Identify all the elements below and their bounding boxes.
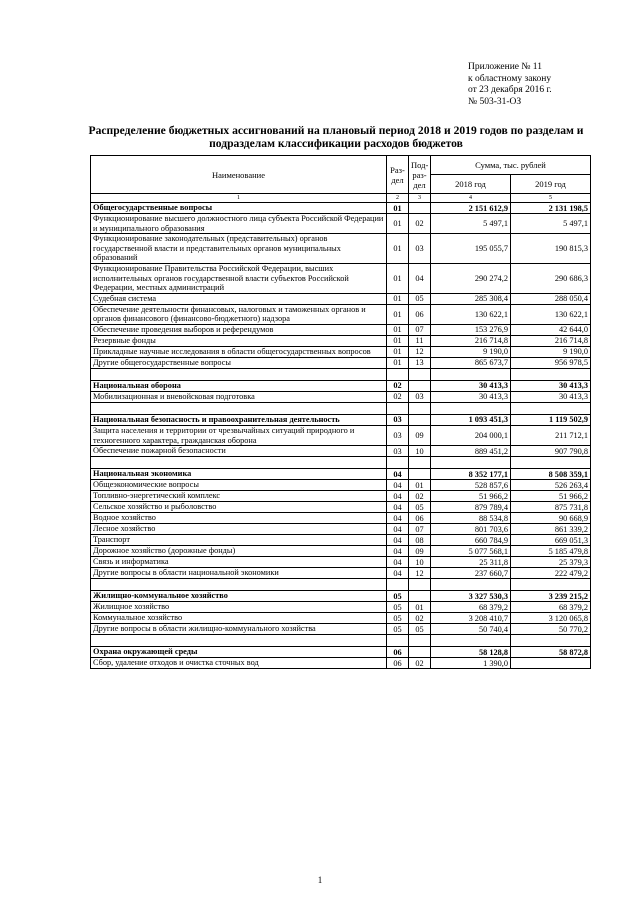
table-row: [91, 502, 591, 513]
row-podrazdel: 06: [409, 513, 431, 524]
spacer-row: [91, 368, 591, 380]
row-value-2019: 50 770,2: [511, 624, 591, 635]
table-row: [91, 557, 591, 568]
row-value-2019: 216 714,8: [511, 335, 591, 346]
row-name: Связь и информатика: [91, 557, 387, 568]
section-row: [91, 647, 591, 658]
annex-line: от 23 декабря 2016 г.: [468, 85, 552, 96]
row-podrazdel: [409, 469, 431, 480]
row-value-2019: 58 872,8: [511, 647, 591, 658]
row-razdel: 01: [387, 324, 409, 335]
table-row: [91, 535, 591, 546]
row-razdel: 06: [387, 658, 409, 669]
row-razdel: 06: [387, 647, 409, 658]
row-podrazdel: [409, 591, 431, 602]
row-value-2019: [511, 658, 591, 669]
row-podrazdel: 12: [409, 568, 431, 579]
row-name: Топливно-энергетический комплекс: [91, 491, 387, 502]
row-name: Общеэкономические вопросы: [91, 480, 387, 491]
empty-cell: [387, 457, 409, 469]
header-year-2018: 2018 год: [431, 175, 511, 194]
section-row: [91, 414, 591, 425]
table-row: [91, 613, 591, 624]
row-value-2019: 130 622,1: [511, 304, 591, 324]
row-podrazdel: [409, 647, 431, 658]
page-number: 1: [317, 875, 323, 885]
column-number: 3: [409, 194, 431, 203]
row-value-2019: 5 497,1: [511, 214, 591, 234]
column-numbers-row: [91, 194, 591, 203]
row-value-2019: 42 644,0: [511, 324, 591, 335]
row-razdel: 04: [387, 557, 409, 568]
row-podrazdel: 09: [409, 546, 431, 557]
row-razdel: 03: [387, 425, 409, 445]
row-value-2019: 3 120 065,8: [511, 613, 591, 624]
row-value-2018: 195 055,7: [431, 234, 511, 264]
row-podrazdel: 05: [409, 502, 431, 513]
row-name: Обеспечение пожарной безопасности: [91, 446, 387, 457]
budget-table: [90, 155, 591, 669]
table-row: [91, 335, 591, 346]
row-podrazdel: 02: [409, 214, 431, 234]
header-row: [91, 156, 591, 175]
row-value-2018: 290 274,2: [431, 263, 511, 293]
row-razdel: 02: [387, 380, 409, 391]
row-value-2019: 907 790,8: [511, 446, 591, 457]
empty-cell: [431, 402, 511, 414]
row-value-2018: 3 208 410,7: [431, 613, 511, 624]
annex-reference: [468, 62, 552, 108]
row-podrazdel: 05: [409, 624, 431, 635]
column-number: 4: [431, 194, 511, 203]
row-value-2019: 290 686,3: [511, 263, 591, 293]
row-value-2018: 889 451,2: [431, 446, 511, 457]
table-row: [91, 546, 591, 557]
spacer-row: [91, 457, 591, 469]
row-value-2018: 5 497,1: [431, 214, 511, 234]
table-row: [91, 524, 591, 535]
column-number: 2: [387, 194, 409, 203]
empty-cell: [91, 635, 387, 647]
row-value-2018: 9 190,0: [431, 346, 511, 357]
empty-cell: [91, 402, 387, 414]
row-razdel: 05: [387, 624, 409, 635]
row-name: Жилищно-коммунальное хозяйство: [91, 591, 387, 602]
row-razdel: 05: [387, 613, 409, 624]
row-value-2018: 216 714,8: [431, 335, 511, 346]
row-value-2018: 285 308,4: [431, 293, 511, 304]
row-value-2019: 3 239 215,2: [511, 591, 591, 602]
row-razdel: 05: [387, 602, 409, 613]
row-value-2019: 288 050,4: [511, 293, 591, 304]
row-razdel: 03: [387, 446, 409, 457]
annex-line: № 503-31-ОЗ: [468, 96, 522, 107]
empty-cell: [387, 635, 409, 647]
row-name: Другие вопросы в области жилищно-коммунального хозяйства: [91, 624, 387, 635]
row-value-2019: 526 263,4: [511, 480, 591, 491]
empty-cell: [409, 368, 431, 380]
row-name: Прикладные научные исследования в области общегосударственных вопросов: [91, 346, 387, 357]
row-value-2019: 9 190,0: [511, 346, 591, 357]
empty-cell: [511, 402, 591, 414]
row-value-2018: 879 789,4: [431, 502, 511, 513]
table-row: [91, 425, 591, 445]
row-podrazdel: 10: [409, 557, 431, 568]
row-value-2018: 68 379,2: [431, 602, 511, 613]
row-value-2019: 956 978,5: [511, 357, 591, 368]
row-value-2018: 528 857,6: [431, 480, 511, 491]
row-razdel: 01: [387, 234, 409, 264]
row-podrazdel: 01: [409, 602, 431, 613]
row-name: Жилищное хозяйство: [91, 602, 387, 613]
row-value-2018: 30 413,3: [431, 391, 511, 402]
row-name: Сбор, удаление отходов и очистка сточных вод: [91, 658, 387, 669]
row-value-2019: 90 668,9: [511, 513, 591, 524]
row-value-2019: 2 131 198,5: [511, 203, 591, 214]
row-razdel: 04: [387, 546, 409, 557]
table-row: [91, 304, 591, 324]
row-razdel: 04: [387, 568, 409, 579]
table-row: [91, 446, 591, 457]
row-razdel: 01: [387, 357, 409, 368]
row-razdel: 04: [387, 535, 409, 546]
spacer-row: [91, 402, 591, 414]
table-row: [91, 324, 591, 335]
row-podrazdel: 05: [409, 293, 431, 304]
spacer-row: [91, 579, 591, 591]
row-value-2019: 30 413,3: [511, 391, 591, 402]
table-row: [91, 234, 591, 264]
row-razdel: 01: [387, 203, 409, 214]
spacer-row: [91, 635, 591, 647]
row-name: Национальная безопасность и правоохранительная деятельность: [91, 414, 387, 425]
table-row: [91, 391, 591, 402]
row-podrazdel: [409, 414, 431, 425]
empty-cell: [409, 635, 431, 647]
table-row: [91, 568, 591, 579]
table-row: [91, 357, 591, 368]
header-name: Наименование: [91, 156, 387, 194]
row-podrazdel: 01: [409, 480, 431, 491]
row-podrazdel: 10: [409, 446, 431, 457]
row-value-2019: 211 712,1: [511, 425, 591, 445]
row-podrazdel: 12: [409, 346, 431, 357]
empty-cell: [91, 457, 387, 469]
empty-cell: [511, 579, 591, 591]
row-razdel: 04: [387, 524, 409, 535]
row-value-2018: 50 740,4: [431, 624, 511, 635]
empty-cell: [431, 368, 511, 380]
row-name: Коммунальное хозяйство: [91, 613, 387, 624]
row-value-2018: 153 276,9: [431, 324, 511, 335]
table-row: [91, 480, 591, 491]
empty-cell: [91, 579, 387, 591]
row-razdel: 01: [387, 335, 409, 346]
row-podrazdel: 09: [409, 425, 431, 445]
row-value-2018: 25 311,8: [431, 557, 511, 568]
row-value-2018: 8 352 177,1: [431, 469, 511, 480]
row-name: Охрана окружающей среды: [91, 647, 387, 658]
row-name: Другие общегосударственные вопросы: [91, 357, 387, 368]
row-podrazdel: 04: [409, 263, 431, 293]
row-razdel: 01: [387, 214, 409, 234]
row-name: Функционирование законодательных (представительных) органов государственной власти и представительных органов муниципальных образований: [91, 234, 387, 264]
column-number: 1: [91, 194, 387, 203]
row-razdel: 01: [387, 346, 409, 357]
empty-cell: [387, 402, 409, 414]
row-razdel: 05: [387, 591, 409, 602]
row-value-2018: 660 784,9: [431, 535, 511, 546]
header-razdel: Раз-дел: [387, 156, 409, 194]
row-name: Сельское хозяйство и рыболовство: [91, 502, 387, 513]
empty-cell: [511, 368, 591, 380]
row-value-2019: 1 119 502,9: [511, 414, 591, 425]
empty-cell: [431, 579, 511, 591]
section-row: [91, 380, 591, 391]
row-value-2018: 2 151 612,9: [431, 203, 511, 214]
row-value-2018: 237 660,7: [431, 568, 511, 579]
row-podrazdel: 11: [409, 335, 431, 346]
header-year-2019: 2019 год: [511, 175, 591, 194]
empty-cell: [409, 457, 431, 469]
row-name: Национальная экономика: [91, 469, 387, 480]
row-razdel: 03: [387, 414, 409, 425]
row-value-2018: 801 703,6: [431, 524, 511, 535]
column-number: 5: [511, 194, 591, 203]
row-name: Обеспечение проведения выборов и референдумов: [91, 324, 387, 335]
row-value-2019: 25 379,3: [511, 557, 591, 568]
annex-line: к областному закону: [468, 73, 552, 84]
table-row: [91, 263, 591, 293]
row-name: Общегосударственные вопросы: [91, 203, 387, 214]
empty-cell: [511, 635, 591, 647]
row-value-2019: 5 185 479,8: [511, 546, 591, 557]
row-razdel: 04: [387, 502, 409, 513]
row-podrazdel: [409, 380, 431, 391]
row-name: Водное хозяйство: [91, 513, 387, 524]
row-podrazdel: 02: [409, 491, 431, 502]
row-name: Судебная система: [91, 293, 387, 304]
row-razdel: 02: [387, 391, 409, 402]
empty-cell: [511, 457, 591, 469]
row-name: Функционирование Правительства Российской Федерации, высших исполнительных органов государственной власти субъектов Российской Федерации, местных администраций: [91, 263, 387, 293]
section-row: [91, 591, 591, 602]
row-razdel: 01: [387, 263, 409, 293]
row-value-2018: 88 534,8: [431, 513, 511, 524]
row-value-2019: 51 966,2: [511, 491, 591, 502]
row-value-2018: 130 622,1: [431, 304, 511, 324]
section-row: [91, 469, 591, 480]
empty-cell: [431, 635, 511, 647]
header-sum: Сумма, тыс. рублей: [431, 156, 591, 175]
row-podrazdel: 03: [409, 234, 431, 264]
row-name: Функционирование высшего должностного лица субъекта Российской Федерации и муниципального образования: [91, 214, 387, 234]
table-row: [91, 491, 591, 502]
header-podrazdel: Под-раз-дел: [409, 156, 431, 194]
row-value-2018: 1 093 451,3: [431, 414, 511, 425]
row-value-2018: 30 413,3: [431, 380, 511, 391]
row-podrazdel: 06: [409, 304, 431, 324]
row-value-2019: 875 731,8: [511, 502, 591, 513]
row-value-2018: 3 327 530,3: [431, 591, 511, 602]
row-podrazdel: [409, 203, 431, 214]
empty-cell: [91, 368, 387, 380]
table-row: [91, 602, 591, 613]
row-value-2018: 1 390,0: [431, 658, 511, 669]
row-value-2019: 68 379,2: [511, 602, 591, 613]
row-value-2019: 8 508 359,1: [511, 469, 591, 480]
row-razdel: 04: [387, 513, 409, 524]
empty-cell: [387, 368, 409, 380]
row-value-2019: 30 413,3: [511, 380, 591, 391]
row-podrazdel: 13: [409, 357, 431, 368]
row-podrazdel: 07: [409, 524, 431, 535]
row-name: Другие вопросы в области национальной экономики: [91, 568, 387, 579]
row-podrazdel: 02: [409, 658, 431, 669]
table-row: [91, 624, 591, 635]
row-podrazdel: 03: [409, 391, 431, 402]
row-name: Лесное хозяйство: [91, 524, 387, 535]
row-razdel: 04: [387, 491, 409, 502]
row-name: Транспорт: [91, 535, 387, 546]
row-podrazdel: 07: [409, 324, 431, 335]
row-razdel: 04: [387, 469, 409, 480]
table-row: [91, 293, 591, 304]
empty-cell: [387, 579, 409, 591]
row-value-2019: 222 479,2: [511, 568, 591, 579]
table-row: [91, 214, 591, 234]
document-title: Распределение бюджетных ассигнований на плановый период 2018 и 2019 годов по разделам и подразделам классификации расходов бюджетов: [88, 124, 584, 151]
row-value-2018: 865 673,7: [431, 357, 511, 368]
table-row: [91, 346, 591, 357]
row-name: Защита населения и территории от чрезвычайных ситуаций природного и техногенного характера, гражданская оборона: [91, 425, 387, 445]
empty-cell: [409, 402, 431, 414]
empty-cell: [431, 457, 511, 469]
row-name: Дорожное хозяйство (дорожные фонды): [91, 546, 387, 557]
table-row: [91, 513, 591, 524]
row-value-2018: 204 000,1: [431, 425, 511, 445]
annex-line: Приложение № 11: [468, 62, 542, 72]
row-name: Резервные фонды: [91, 335, 387, 346]
row-podrazdel: 08: [409, 535, 431, 546]
row-value-2019: 669 051,3: [511, 535, 591, 546]
row-name: Обеспечение деятельности финансовых, налоговых и таможенных органов и органов финансового (финансово-бюджетного) надзора: [91, 304, 387, 324]
row-razdel: 01: [387, 293, 409, 304]
table-row: [91, 658, 591, 669]
row-podrazdel: 02: [409, 613, 431, 624]
row-name: Мобилизационная и вневойсковая подготовка: [91, 391, 387, 402]
section-row: [91, 203, 591, 214]
row-name: Национальная оборона: [91, 380, 387, 391]
row-value-2018: 58 128,8: [431, 647, 511, 658]
row-value-2018: 5 077 568,1: [431, 546, 511, 557]
empty-cell: [409, 579, 431, 591]
row-razdel: 01: [387, 304, 409, 324]
row-value-2018: 51 966,2: [431, 491, 511, 502]
row-value-2019: 190 815,3: [511, 234, 591, 264]
row-razdel: 04: [387, 480, 409, 491]
row-value-2019: 861 339,2: [511, 524, 591, 535]
